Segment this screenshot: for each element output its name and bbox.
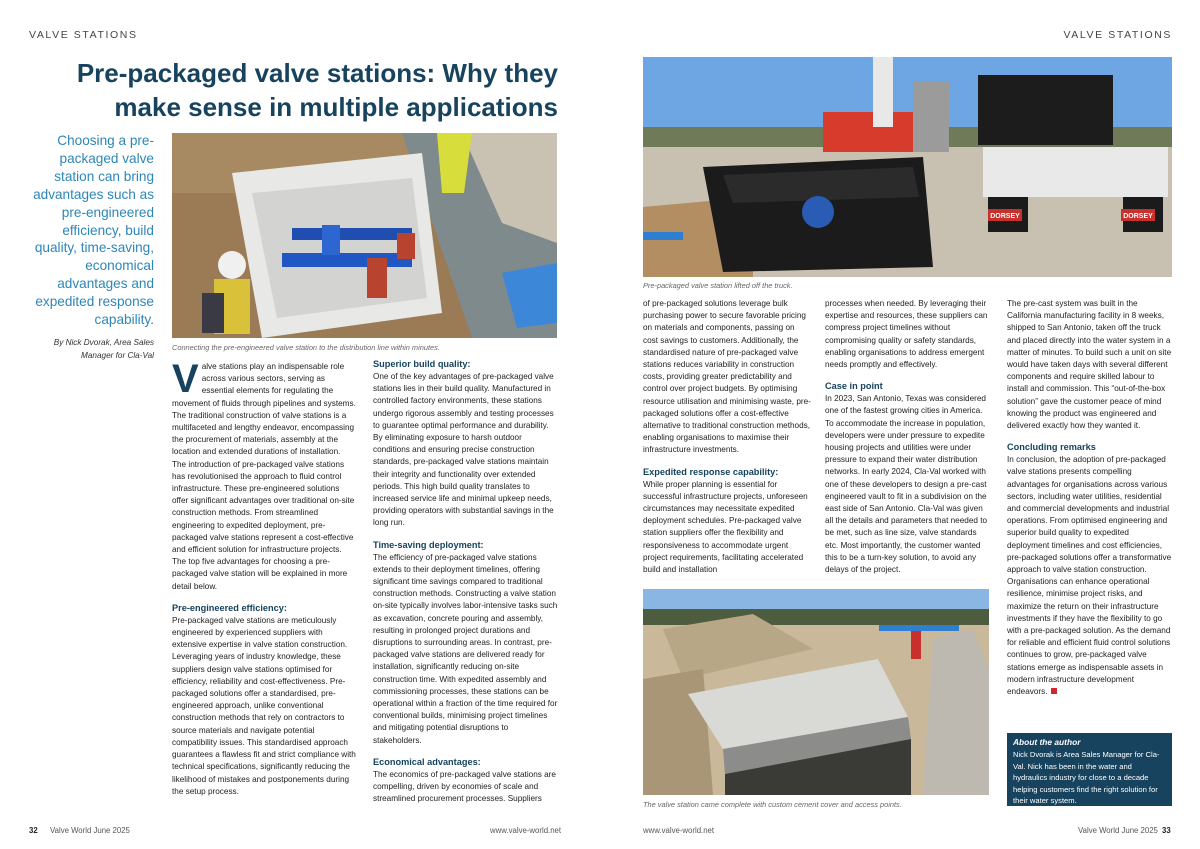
author-box-text: Nick Dvorak is Area Sales Manager for Cla-Val. Nick has been in the water and hydraulics industry for close to a decade helping customers find the right solution for their water system. bbox=[1013, 750, 1160, 806]
dropcap: V bbox=[172, 357, 199, 401]
article-column-5 bbox=[1007, 298, 1173, 698]
col5-paragraph-1: The pre-cast system was built in the California manufacturing facility in 8 weeks, shipped to San Antonio, taken off the truck and placed directly into the water system in a matter of minutes. To build such a unit on site would have taken days with several different components and require skilled labour to install and commission. This “out-of-the-box solution” gave the customer peace of mind knowing the product was engineered and delivered exactly how they wanted it. bbox=[1007, 299, 1172, 431]
website-url-left[interactable]: www.valve-world.net bbox=[490, 826, 562, 835]
col2-paragraph-2: The efficiency of pre-packaged valve stations extends to their deployment timelines, offering significant time savings compared to traditional construction methods. Constructing a valve station on-site typically involves labor-intensive tasks such as excavation, concrete pouring and assembly, resulting in prolonged project durations and disruptions to surrounding areas. In contrast, pre-packaged valve stations are delivered ready for installation, significantly reducing on-site construction time. With expedited assembly and commissioning processes, these stations can be operational within a fraction of the time required for conventional builds, minimising project timelines and mitigating potential disruptions to stakeholders. bbox=[373, 552, 558, 745]
col4-paragraph-1: processes when needed. By leveraging their expertise and resources, these suppliers can compress project timelines without compromising quality or safety standards, enabling organisations to address emergent needs promptly and effectively. bbox=[825, 299, 988, 370]
section-label-left: VALVE STATIONS bbox=[29, 29, 138, 41]
article-byline: By Nick Dvorak, Area Sales Manager for Cla-Val bbox=[53, 338, 154, 360]
heading-time-saving-deployment: Time-saving deployment: bbox=[373, 539, 484, 550]
article-standfirst: Choosing a pre-packaged valve station can bring advantages such as pre-engineered efficiency, build quality, time-saving, economical advantages and expedited response capability. bbox=[33, 133, 154, 328]
col5-paragraph-3-text: Organisations can enhance operational resilience, minimise project risks, and maximize the return on their infrastructure investments if they have the flexibility to go with a pre-packaged solution. As the demand for reliable and efficient fluid control solutions continues to grow, pre-packaged valve stations emerge as indispensable assets in modern infrastructure development endeavors. bbox=[1007, 577, 1171, 697]
col1-paragraph-3: Pre-packaged valve stations are meticulously engineered by experienced suppliers with extensive expertise in valve station construction. Leveraging years of industry knowledge, these suppliers design valve stations optimised for efficiency, reliability and cost-effectiveness. Pre-packaged solutions offer a standardised, pre-engineered approach, unlike conventional construction methods that rely on contractors to source materials and navigate potential compatibility issues. This standardised approach guarantees a flawless fit and strict compliance with technical specifications, significantly reducing the likelihood of mistakes and postponements during the setup process. bbox=[172, 615, 356, 796]
article-column-4 bbox=[825, 298, 992, 576]
heading-concluding-remarks: Concluding remarks bbox=[1007, 442, 1096, 453]
publication-left: Valve World June 2025 bbox=[50, 826, 130, 835]
caption-vault: The valve station came complete with custom cement cover and access points. bbox=[643, 800, 902, 809]
article-headline: Pre-packaged valve stations: Why they make sense in multiple applications bbox=[76, 58, 558, 122]
caption-trench: Connecting the pre-engineered valve station to the distribution line within minutes. bbox=[172, 343, 440, 352]
caption-truck: Pre-packaged valve station lifted off the truck. bbox=[643, 281, 793, 290]
heading-superior-build-quality: Superior build quality: bbox=[373, 359, 471, 369]
col5-paragraph-3 bbox=[1007, 576, 1173, 698]
col3-paragraph-1: of pre-packaged solutions leverage bulk purchasing power to secure favorable pricing on materials and components, passing on cost savings to customers. Additionally, the standardised nature of pre-packaged valve stations reduces variability in construction costs, providing greater predictability and control over project budgets. By optimising resource utilisation and minimising waste, pre-packaged solutions offer a cost-effective alternative to traditional construction methods, enabling organisations to maximise their infrastructure investments. bbox=[643, 299, 811, 455]
heading-case-in-point: Case in point bbox=[825, 381, 883, 392]
photo-vault-cover bbox=[643, 589, 989, 795]
col2-paragraph-1: One of the key advantages of pre-packaged valve stations lies in their build quality. Manufactured in controlled factory environments, these stations undergo rigorous assembly and testing processes to guarantee optimal performance and durability. By eliminating exposure to harsh outdoor conditions and ensuring precise construction standards, pre-packaged valve stations maintain their integrity and functionality over extended periods. This high build quality translates to increased service life and minimal upkeep needs, providing operators with substantial savings in the long run. bbox=[373, 372, 554, 528]
page-number-left: 32 bbox=[29, 826, 38, 835]
heading-economical-advantages: Economical advantages: bbox=[373, 756, 481, 767]
end-of-article-mark bbox=[1051, 688, 1057, 694]
col1-paragraph-1: alve stations play an indispensable role across various sectors, serving as essential elements for regulating the movement of fluids through pipelines and systems. The traditional construction of valve stations is a multifaceted and lengthy endeavor, encompassing the procurement of materials, assembly at the location and extended durations of installation. bbox=[172, 362, 356, 457]
truck-plate-right: DORSEY bbox=[1123, 213, 1153, 220]
col5-paragraph-2: In conclusion, the adoption of pre-packaged valve stations presents compelling advantages for organisations across various sectors, including water utilities, residential and commercial developments and industrial operations. From optimised engineering and superior build quality to expedited deployment timelines and cost efficiencies, pre-packaged solutions offer a transformative approach to valve station construction. bbox=[1007, 455, 1172, 575]
website-url-right[interactable]: www.valve-world.net bbox=[643, 826, 715, 835]
section-label-right: VALVE STATIONS bbox=[1063, 29, 1172, 41]
page-number-right: 33 bbox=[1162, 826, 1171, 835]
heading-expedited-response: Expedited response capability: bbox=[643, 466, 779, 477]
publication-right: Valve World June 2025 bbox=[1078, 826, 1158, 835]
col1-paragraph-2: The introduction of pre-packaged valve stations has revolutionised the approach to fluid control infrastructure. These pre-engineered solutions offer significant advantages over traditional on-site construction methods. From streamlined engineering to expedited deployment, pre-packaged valve stations represent a cost-effective and efficient solution for infrastructure projects. The top five advantages for choosing a pre-packaged valve station will be explained in more detail below. bbox=[172, 459, 355, 591]
author-box-title: About the author bbox=[1013, 737, 1081, 747]
col3-paragraph-2: While proper planning is essential for successful infrastructure projects, unforeseen circumstances may necessitate expedited deployment schedules. Pre-packaged valve station suppliers offer the flexibility and responsiveness to accommodate urgent project requirements, facilitating accelerated build and installation bbox=[643, 479, 808, 575]
photo-truck-valve-station bbox=[643, 57, 1172, 277]
photo-trench-valve-station bbox=[172, 133, 557, 338]
col2-paragraph-3: The economics of pre-packaged valve stations are compelling, driven by economies of scale and streamlined procurement processes. Suppliers bbox=[373, 769, 556, 804]
about-the-author-box bbox=[1007, 733, 1172, 806]
heading-pre-engineered-efficiency: Pre-engineered efficiency: bbox=[172, 602, 287, 613]
article-column-2 bbox=[373, 358, 558, 806]
article-column-3 bbox=[643, 298, 811, 576]
truck-plate-left: DORSEY bbox=[990, 213, 1020, 220]
col4-paragraph-2: In 2023, San Antonio, Texas was considered one of the fastest growing cities in America. To accommodate the increase in population, developers were under pressure to expedite housing projects and utilities were under pressure to expand their water distribution networks. In early 2024, Cla-Val worked with one of these developers to design a pre-cast engineered vault to fit in a subdivision on the east side of San Antonio. Cla-Val was given all the details and parameters that needed to be met, such as line size, valve standards etc. Most importantly, the customer wanted this to be a turn-key solution, to avoid any delays of the project. bbox=[825, 394, 988, 575]
article-column-1 bbox=[172, 357, 357, 798]
